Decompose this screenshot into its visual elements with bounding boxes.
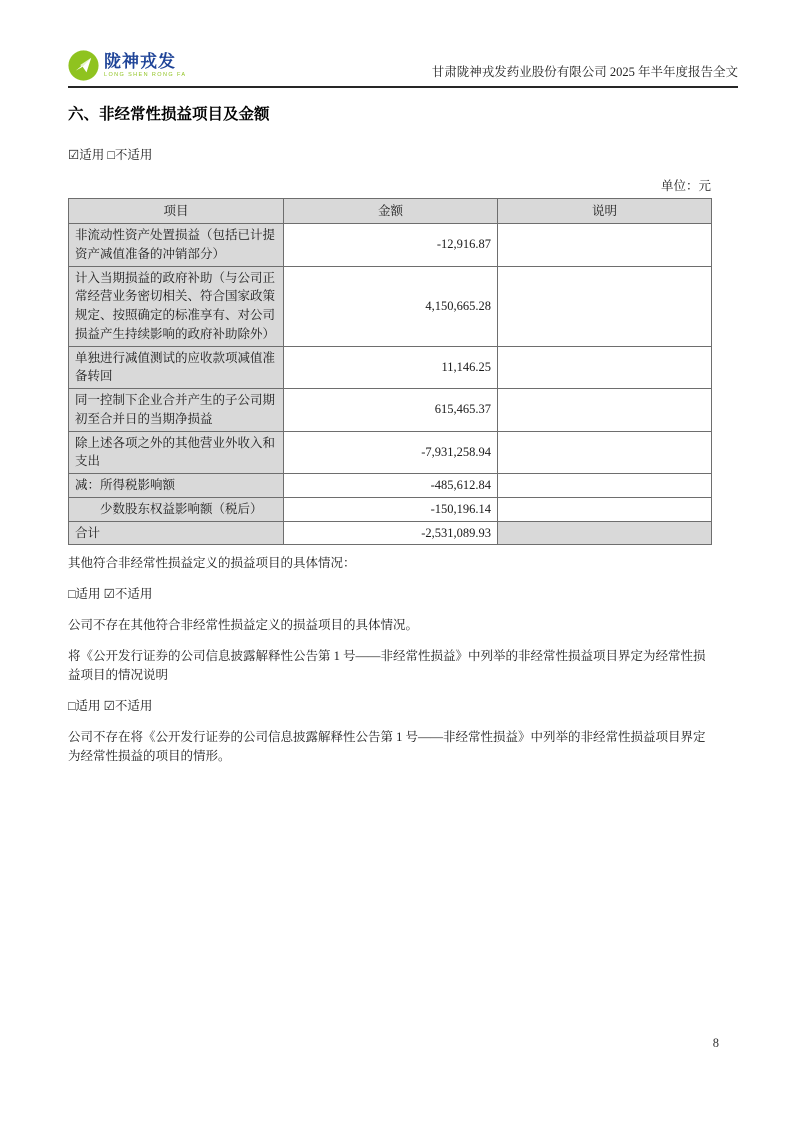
amount-cell: 11,146.25: [284, 346, 498, 389]
logo-en-text: LONG SHEN RONG FA: [104, 71, 187, 78]
amount-cell: 615,465.37: [284, 389, 498, 432]
note-paragraph: 其他符合非经常性损益定义的损益项目的具体情况：: [68, 556, 356, 571]
column-header-note: 说明: [498, 199, 712, 224]
document-title: 甘肃陇神戎发药业股份有限公司 2025 年半年度报告全文: [431, 65, 738, 79]
notes-section: [68, 554, 711, 767]
non-recurring-items-table: [68, 198, 712, 545]
page-number: 8: [712, 1036, 719, 1050]
table-row: [69, 224, 712, 267]
section-title: 六、非经常性损益项目及金额: [68, 106, 270, 123]
note-paragraph: □适用 ☑不适用: [68, 587, 153, 602]
item-cell: 单独进行减值测试的应收款项减值准备转回: [69, 346, 284, 389]
table-row: [69, 474, 712, 498]
item-cell: 减：所得税影响额: [69, 474, 284, 498]
item-cell: 计入当期损益的政府补助（与公司正常经营业务密切相关、符合国家政策规定、按照确定的标准享有、对公司损益产生持续影响的政府补助除外）: [69, 266, 284, 346]
item-cell: 除上述各项之外的其他营业外收入和支出: [69, 431, 284, 474]
logo-cn-text: 陇神戎发: [104, 51, 176, 71]
amount-cell: -485,612.84: [284, 474, 498, 498]
note-cell: [498, 521, 712, 545]
item-cell: 非流动性资产处置损益（包括已计提资产减值准备的冲销部分）: [69, 224, 284, 267]
page-header: [68, 46, 738, 88]
table-row: [69, 346, 712, 389]
company-logo: [68, 50, 186, 81]
table-row: [69, 266, 712, 346]
item-cell: 同一控制下企业合并产生的子公司期初至合并日的当期净损益: [69, 389, 284, 432]
table-row: [69, 389, 712, 432]
note-paragraph: 将《公开发行证券的公司信息披露解释性公告第 1 号——非经常性损益》中列举的非经常性损益项目界定为经常性损益项目的情况说明: [68, 648, 706, 683]
amount-cell: -7,931,258.94: [284, 431, 498, 474]
note-cell: [498, 497, 712, 521]
column-header-item: 项目: [69, 199, 284, 224]
applicability-checkboxes: ☑适用 □不适用: [68, 148, 153, 162]
unit-label: 单位：元: [660, 179, 711, 193]
note-paragraph: 公司不存在其他符合非经常性损益定义的损益项目的具体情况。: [68, 618, 419, 632]
note-cell: [498, 431, 712, 474]
note-cell: [498, 224, 712, 267]
note-cell: [498, 474, 712, 498]
note-paragraph: 公司不存在将《公开发行证券的公司信息披露解释性公告第 1 号——非经常性损益》中列举的非经常性损益项目界定为经常性损益的项目的情形。: [68, 730, 706, 764]
note-cell: [498, 389, 712, 432]
logo-bird-icon: [68, 50, 99, 81]
note-paragraph: □适用 ☑不适用: [68, 699, 153, 714]
amount-cell: -150,196.14: [284, 497, 498, 521]
item-cell: 少数股东权益影响额（税后）: [69, 497, 284, 521]
amount-cell: -12,916.87: [284, 224, 498, 267]
column-header-amount: 金额: [284, 199, 498, 224]
item-cell: 合计: [69, 521, 284, 545]
amount-cell: -2,531,089.93: [284, 521, 498, 545]
table-header-row: [69, 199, 712, 224]
table-row: [69, 431, 712, 474]
note-cell: [498, 346, 712, 389]
table-row: [69, 497, 712, 521]
note-cell: [498, 266, 712, 346]
amount-cell: 4,150,665.28: [284, 266, 498, 346]
table-row: [69, 521, 712, 545]
logo-wordmark: [104, 53, 186, 79]
